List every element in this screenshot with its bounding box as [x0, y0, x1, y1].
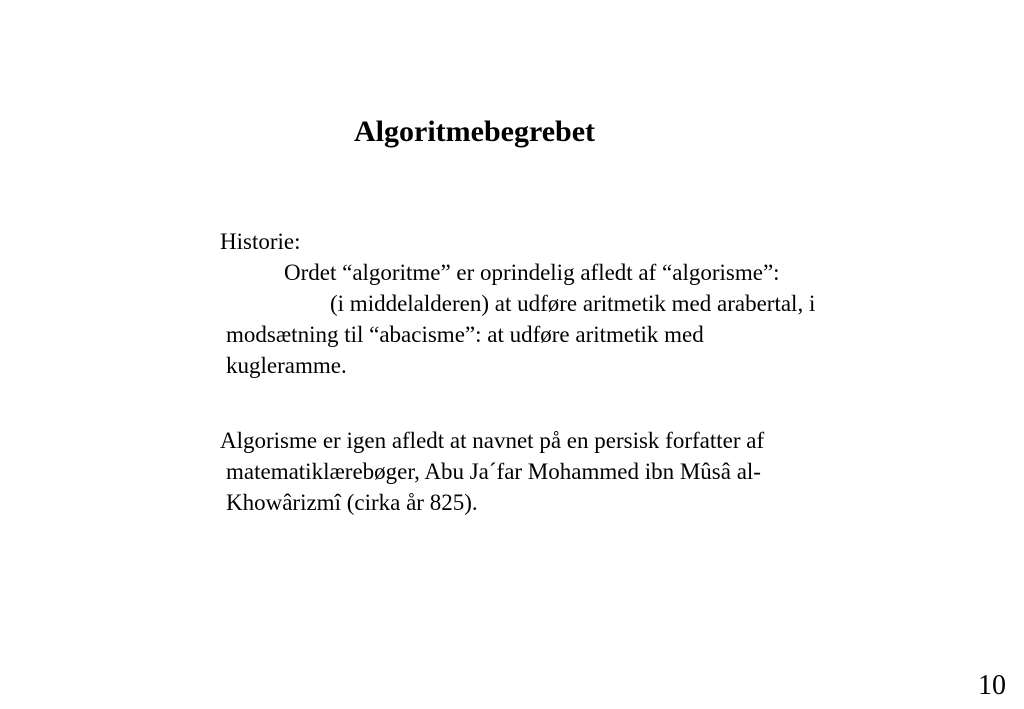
history-line-5: kugleramme.	[226, 353, 347, 378]
etymology-line-3: Khowârizmî (cirka år 825).	[226, 490, 478, 515]
history-line-3: (i middelalderen) at udføre aritmetik med arabertal, i	[330, 291, 816, 316]
history-heading: Historie:	[220, 229, 301, 254]
page-number: 10	[978, 670, 1006, 701]
etymology-line-1: Algorisme er igen afledt at navnet på en persisk forfatter af	[220, 428, 765, 453]
history-line-2: Ordet “algoritme” er oprindelig afledt af “algorisme”:	[284, 260, 780, 285]
history-line-4: modsætning til “abacisme”: at udføre aritmetik med	[226, 322, 704, 347]
history-paragraph	[220, 226, 815, 381]
etymology-line-2: matematiklærebøger, Abu Ja´far Mohammed ibn Mûsâ al-	[226, 459, 761, 484]
etymology-paragraph	[220, 425, 764, 518]
slide-title: Algoritmebegrebet	[354, 115, 596, 148]
